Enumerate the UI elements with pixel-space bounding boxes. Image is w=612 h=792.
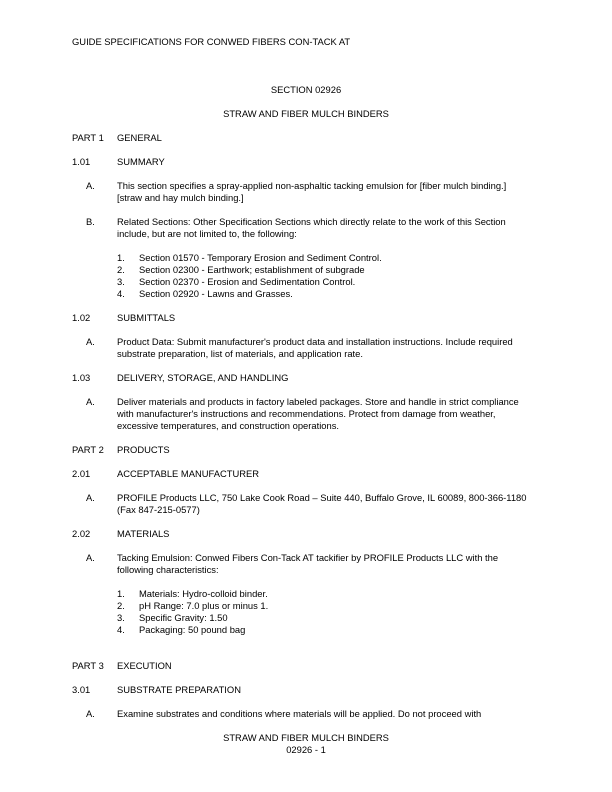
paragraph-text-line: Tacking Emulsion: Conwed Fibers Con-Tack AT tackifier by PROFILE Products LLC with the <box>117 552 499 563</box>
article-1-03-number: 1.03 <box>72 372 91 383</box>
list-item: pH Range: 7.0 plus or minus 1. <box>139 600 269 611</box>
part-2-title: PRODUCTS <box>117 444 170 455</box>
paragraph-letter: A. <box>86 180 95 191</box>
part-3-title: EXECUTION <box>117 660 172 671</box>
paragraph-text-line: excessive temperatures, and construction operations. <box>117 420 339 431</box>
part-3-label: PART 3 <box>72 660 104 671</box>
footer-title: STRAW AND FIBER MULCH BINDERS <box>223 732 389 743</box>
paragraph-text-line: Examine substrates and conditions where materials will be applied. Do not proceed with <box>117 708 482 719</box>
paragraph-text-line: PROFILE Products LLC, 750 Lake Cook Road – Suite 440, Buffalo Grove, IL 60089, 800-366-1180 <box>117 492 527 503</box>
list-item-number: 2. <box>117 600 125 611</box>
part-1-title: GENERAL <box>117 132 162 143</box>
article-2-02-number: 2.02 <box>72 528 91 539</box>
article-2-02-title: MATERIALS <box>117 528 170 539</box>
paragraph-text-line: Product Data: Submit manufacturer's product data and installation instructions. Include required <box>117 336 513 347</box>
article-2-01-title: ACCEPTABLE MANUFACTURER <box>117 468 260 479</box>
list-item: Section 01570 - Temporary Erosion and Sediment Control. <box>139 252 382 263</box>
paragraph-text-line: This section specifies a spray-applied non-asphaltic tacking emulsion for [fiber mulch binding.] <box>117 180 507 191</box>
paragraph-text-line: include, but are not limited to, the following: <box>117 228 297 239</box>
paragraph-text-line: [straw and hay mulch binding.] <box>117 192 244 203</box>
paragraph-letter: A. <box>86 336 95 347</box>
article-2-01-number: 2.01 <box>72 468 91 479</box>
section-number: SECTION 02926 <box>270 84 342 95</box>
list-item: Specific Gravity: 1.50 <box>139 612 228 623</box>
section-title: STRAW AND FIBER MULCH BINDERS <box>223 108 389 119</box>
list-item-number: 4. <box>117 288 125 299</box>
paragraph-text-line: with manufacturer's instructions and recommendations. Protect from damage from weather, <box>117 408 496 419</box>
paragraph-letter: A. <box>86 708 95 719</box>
document-header: GUIDE SPECIFICATIONS FOR CONWED FIBERS CON-TACK AT <box>72 36 351 47</box>
list-item-number: 1. <box>117 588 125 599</box>
list-item-number: 2. <box>117 264 125 275</box>
paragraph-text-line: Deliver materials and products in factory labeled packages. Store and handle in strict compliance <box>117 396 519 407</box>
list-item-number: 3. <box>117 276 125 287</box>
list-item-number: 3. <box>117 612 125 623</box>
paragraph-letter: B. <box>86 216 95 227</box>
article-3-01-title: SUBSTRATE PREPARATION <box>117 684 241 695</box>
list-item: Section 02920 - Lawns and Grasses. <box>139 288 293 299</box>
paragraph-letter: A. <box>86 396 95 407</box>
list-item: Packaging: 50 pound bag <box>139 624 246 635</box>
article-1-02-title: SUBMITTALS <box>117 312 176 323</box>
paragraph-text-line: substrate preparation, list of materials, and application rate. <box>117 348 363 359</box>
article-3-01-number: 3.01 <box>72 684 91 695</box>
list-item: Section 02370 - Erosion and Sedimentation Control. <box>139 276 356 287</box>
paragraph-text-line: Related Sections: Other Specification Sections which directly relate to the work of this Section <box>117 216 506 227</box>
part-2-label: PART 2 <box>72 444 104 455</box>
article-1-03-title: DELIVERY, STORAGE, AND HANDLING <box>117 372 289 383</box>
list-item-number: 4. <box>117 624 125 635</box>
list-item: Materials: Hydro-colloid binder. <box>139 588 268 599</box>
paragraph-text-line: (Fax 847-215-0577) <box>117 504 200 515</box>
page-number: 02926 - 1 <box>286 744 326 755</box>
list-item-number: 1. <box>117 252 125 263</box>
article-1-01-title: SUMMARY <box>117 156 165 167</box>
paragraph-letter: A. <box>86 492 95 503</box>
paragraph-letter: A. <box>86 552 95 563</box>
list-item: Section 02300 - Earthwork; establishment of subgrade <box>139 264 365 275</box>
article-1-01-number: 1.01 <box>72 156 91 167</box>
paragraph-text-line: following characteristics: <box>117 564 219 575</box>
part-1-label: PART 1 <box>72 132 104 143</box>
article-1-02-number: 1.02 <box>72 312 91 323</box>
